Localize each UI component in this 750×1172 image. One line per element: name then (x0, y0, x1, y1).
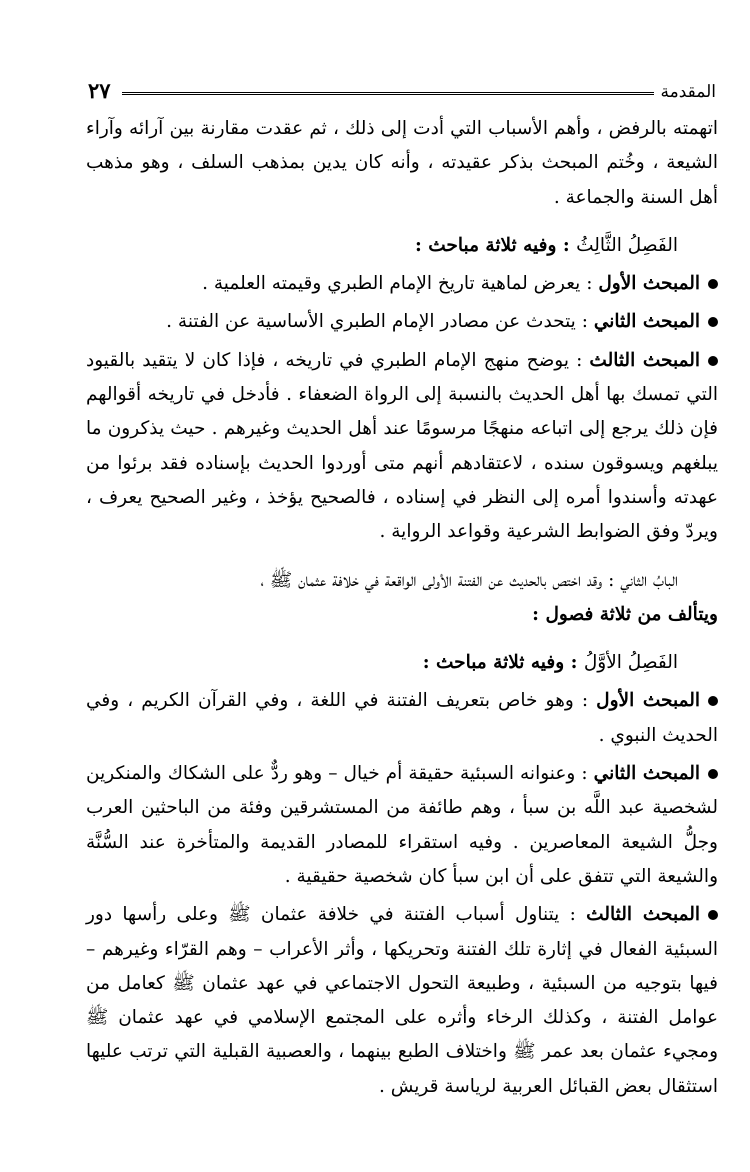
section-text: : وهو خاص بتعريف الفتنة في اللغة ، وفي القرآن الكريم ، وفي الحديث النبوي . (86, 690, 718, 746)
bullet-icon (708, 279, 718, 289)
ch3-section-3 (86, 344, 718, 550)
chapter-1-subtitle: : وفيه ثلاثة مباحث : (422, 652, 584, 674)
page-number: ٢٧ (88, 78, 111, 103)
ch3-section-1 (86, 267, 718, 301)
part-2-label: البابُ الثاني (620, 569, 678, 591)
part-2-structure-text: ويتألف من ثلاثة فصول : (532, 603, 718, 625)
section-label: المبحث الأول (598, 273, 700, 295)
part-2-text: : وقد اختص بالحديث عن الفتنة الأولى الواقعة في خلافة عثمان ﷺ ، (260, 569, 621, 591)
ch1-section-2 (86, 757, 718, 894)
intro-paragraph: اتهمته بالرفض ، وأهم الأسباب التي أدت إلى ذلك ، ثم عقدت مقارنة بين آرائه وآراء الشيعة ، وخُتم المبحث بذكر عقيدته ، وأنه كان يدين بمذهب السلف ، وهو مذهب أهل السنة والجماعة . (86, 118, 718, 208)
ch3-section-2 (86, 305, 718, 339)
part-2-heading (86, 564, 718, 598)
section-text: : يتناول أسباب الفتنة في خلافة عثمان ﷺ وعلى رأسها دور السبئية الفعال في إثارة تلك الفتنة وتحريكها ، وأثر الأعراب – وهم القرّاء وغيرهم – فيها بتوجيه من السبئية ، وطبيعة التحول الاجتماعي في عهد عثمان ﷺ كعامل من عوامل الفتنة ، وكذلك الرخاء وأثره على المجتمع الإسلامي في عهد عثمان ﷺ ومجيء عثمان بعد عمر ﷺ واختلاف الطبع بينهما ، والعصبية القبلية التي ترتب عليها استثقال بعض القبائل العربية لرياسة قريش . (86, 904, 718, 1097)
section-label: المبحث الثالث (589, 349, 701, 371)
bullet-icon (708, 696, 718, 706)
section-label: المبحث الثاني (593, 763, 700, 785)
body-text (86, 112, 718, 1104)
section-text: : يعرض لماهية تاريخ الإمام الطبري وقيمته العلمية . (202, 273, 599, 295)
part-2-structure (86, 598, 718, 632)
chapter-1-heading (86, 646, 718, 680)
section-text: : يوضح منهج الإمام الطبري في تاريخه ، فإذا كان لا يتقيد بالقيود التي تمسك بها أهل الحديث بالنسبة إلى الرواة الضعفاء . فأدخل في تاريخه أقوالهم فإن ذلك يرجع إلى اتباعه منهجًا مرسومًا عند أهل الحديث وغيرهم . حيث يذكرون ما يبلغهم ويسوقون سنده ، لاعتقادهم أنهم متى أوردوا الحديث بإسناده فقد برئوا من عهدته وأسندوا أمره إلى النظر في إسناده ، فالصحيح يؤخذ ، وغير الصحيح يعرف ، ويردّ وفق الضوابط الشرعية وقواعد الرواية . (86, 349, 718, 543)
running-header (88, 78, 716, 106)
bullet-icon (708, 910, 718, 920)
ch1-section-1 (86, 684, 718, 753)
section-label: المبحث الثاني (593, 311, 700, 333)
bullet-icon (708, 769, 718, 779)
bullet-icon (708, 317, 718, 327)
chapter-3-label: الفَصِلُ الثَّالِثُ (576, 234, 678, 256)
chapter-3-subtitle: : وفيه ثلاثة مباحث : (414, 234, 577, 256)
chapter-3-heading (86, 229, 718, 263)
chapter-title: المقدمة (660, 82, 716, 102)
ch1-section-3 (86, 898, 718, 1104)
header-rule (122, 92, 654, 97)
section-text: : وعنوانه السبئية حقيقة أم خيال – وهو ردٌّ على الشكاك والمنكرين لشخصية عبد اللَّه بن سبأ ، وهم طائفة من المستشرقين وفئة من الباحثين العرب وجلُّ الشيعة المعاصرين . وفيه استقراء للمصادر القديمة والمتأخرة عند السُّنَّة والشيعة التي تتفق على أن ابن سبأ كان شخصية حقيقية . (86, 763, 718, 887)
section-text: : يتحدث عن مصادر الإمام الطبري الأساسية عن الفتنة . (166, 311, 594, 333)
section-label: المبحث الأول (596, 690, 701, 712)
bullet-icon (708, 356, 718, 366)
section-label: المبحث الثالث (586, 904, 700, 926)
chapter-1-label: الفَصِلُ الأوَّلُ (583, 652, 678, 674)
